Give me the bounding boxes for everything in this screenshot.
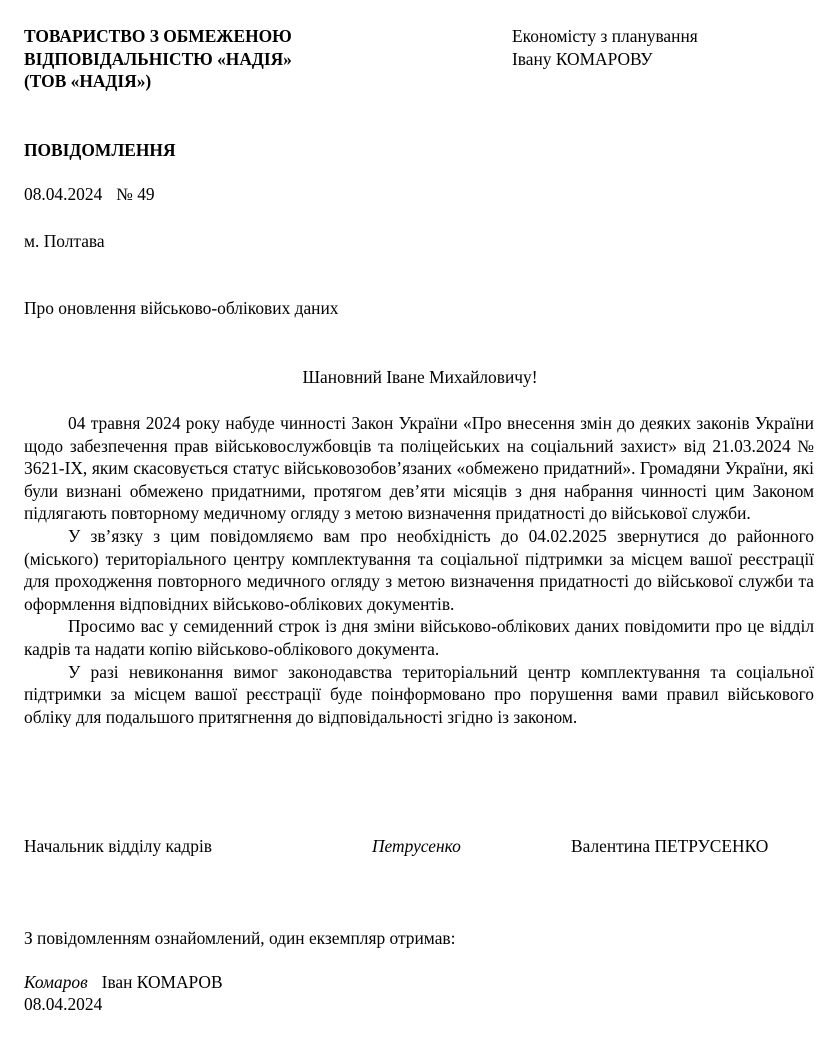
salutation: Шановний Іване Михайловичу! [302,367,538,387]
acknowledgement-signature-line [24,971,223,994]
document-date: 08.04.2024 [24,184,103,204]
organization-line: (ТОВ «НАДІЯ») [24,71,152,92]
acknowledgement-text: З повідомленням ознайомлений, один екземпляр отримав: [24,928,456,948]
organization-line: ТОВАРИСТВО З ОБМЕЖЕНОЮ [24,26,292,46]
signer-signature: Петрусенко [372,836,461,856]
body-paragraph: У разі невиконання вимог законодавства територіальний центр комплектування та соціальної підтримки за місцем вашої реєстрації буде поінформовано про порушення вами правил військового обліку для подальшого притягнення до відповідальності згідно із законом. [24,661,814,727]
document-number: № 49 [116,184,155,204]
organization-line: ВІДПОВІДАЛЬНІСТЮ «НАДІЯ» [24,48,292,69]
acknowledgement-signature: Комаров [24,972,88,992]
document-title: ПОВІДОМЛЕННЯ [24,140,176,160]
recipient-position: Економісту з планування [512,26,698,46]
signer-position: Начальник відділу кадрів [24,836,213,856]
recipient-block [512,25,822,70]
body-paragraph: 04 травня 2024 року набуде чинності Закон України «Про внесення змін до деяких законів України щодо забезпечення прав військовослужбовців та поліцейських на соціальний захист» від 21.03.2024 № 3621-IX, яким скасовується статус військовозобов’язаних «обмежено придатний». Громадяни України, які були визнані обмежено придатними, протягом дев’яти місяців з дня набрання чинності цим Законом підлягають повторному медичному огляду з метою визначення придатності до військової служби. [24,413,814,524]
acknowledgement-name: Іван КОМАРОВ [101,972,223,992]
document-date-number [24,183,155,206]
document-subject: Про оновлення військово-облікових даних [24,298,339,318]
document-city: м. Полтава [24,231,105,251]
body-paragraph: У зв’язку з цим повідомляємо вам про необхідність до 04.02.2025 звернутися до районного (міського) територіального центру комплектування та соціальної підтримки за місцем вашої реєстрації для проходження повторного медичного огляду з метою визначення придатності до військової служби та оформлення відповідних військово-облікових документів. [24,525,814,614]
acknowledgement-date: 08.04.2024 [24,994,103,1014]
body-paragraph: Просимо вас у семиденний строк із дня зміни військово-облікових даних повідомити про це відділ кадрів та надати копію військово-облікового документа. [24,616,814,659]
recipient-name: Івану КОМАРОВУ [512,48,653,69]
signer-name: Валентина ПЕТРУСЕНКО [571,836,769,856]
letter-body [24,412,814,728]
organization-name [24,25,384,93]
